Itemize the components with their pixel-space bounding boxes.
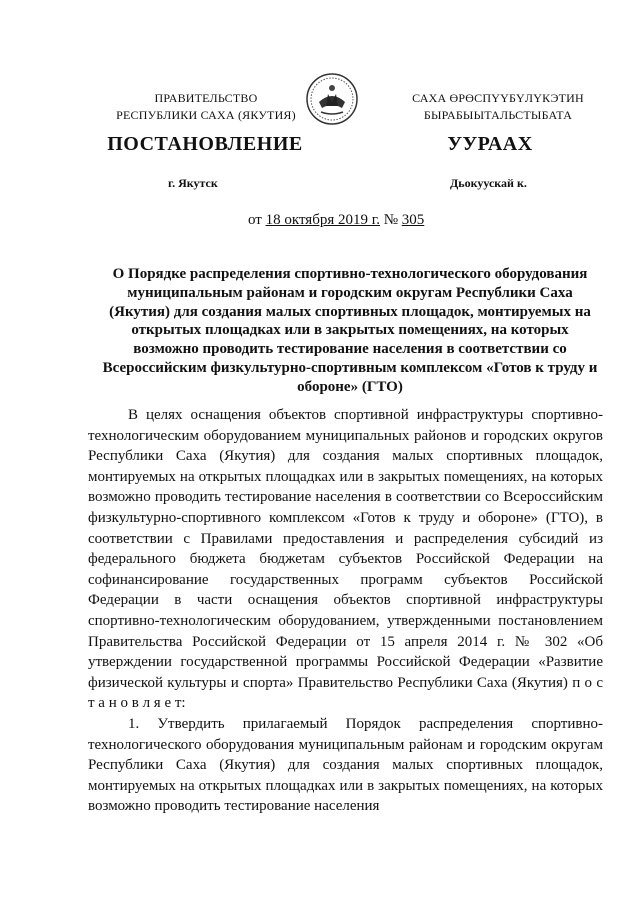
number-prefix: № bbox=[383, 212, 399, 228]
city-ru: г. Якутск bbox=[168, 176, 218, 190]
issuer-right-line2: БЫРАБЫЫТАЛЬСТЫБАТА bbox=[423, 108, 573, 122]
document-type-title-sah: УУРААХ bbox=[447, 133, 533, 155]
city-sah: Дьокуускай к. bbox=[450, 176, 527, 190]
coat-of-arms-icon bbox=[305, 72, 359, 126]
document-dateline bbox=[248, 212, 424, 229]
issuer-left-line1: ПРАВИТЕЛЬСТВО bbox=[154, 91, 258, 105]
issuer-right-line1: САХА ӨРӨСПҮҮБҮЛҮКЭТИН bbox=[412, 91, 584, 105]
document-type-title-ru: ПОСТАНОВЛЕНИЕ bbox=[107, 133, 303, 155]
date-prefix: от bbox=[248, 212, 262, 228]
decree-word: п о с т а н о в л я е т: bbox=[88, 674, 604, 712]
preamble-paragraph bbox=[88, 405, 603, 714]
document-date: 18 октября 2019 г. bbox=[265, 212, 380, 228]
document-body bbox=[88, 405, 603, 817]
issuer-right-block bbox=[378, 90, 618, 124]
document-subject: О Порядке распределения спортивно-технологического оборудования муниципальным районам и городским округам Республики Саха (Якутия) для создания малых спортивных площадок, монтируемых на открытых площадках или в закрытых помещениях, на которых возможно проводить тестирование населения в соответствии со Всероссийским физкультурно-спортивным комплексом «Готов к труду и обороне» (ГТО) bbox=[102, 266, 598, 395]
issuer-left-block bbox=[96, 90, 316, 124]
document-number: 305 bbox=[401, 212, 425, 228]
issuer-left-line2: РЕСПУБЛИКИ САХА (ЯКУТИЯ) bbox=[116, 108, 296, 122]
item-1-paragraph: 1. Утвердить прилагаемый Порядок распределения спортивно-технологического оборудования муниципальным районам и городским округам Республики Саха (Якутия) для создания малых спортивных площадок, монтируемых на открытых площадках или в закрытых помещениях, на которых возможно проводить тестирование населения bbox=[88, 715, 603, 815]
preamble-text: В целях оснащения объектов спортивной инфраструктуры спортивно-технологическим оборудованием муниципальных районов и городских округов Республики Саха (Якутия) для создания малых спортивных площадок, монтируемых на открытых площадках или в закрытых помещениях, на которых возможно проводить тестирование населения в соответствии со Всероссийским физкультурно-спортивного комплексом «Готов к труду и обороне» (ГТО), в соответствии с Правилами предоставления и распределения субсидий из федерального бюджета бюджетам субъектов Российской Федерации на софинансирование государственных программ субъектов Российской Федерации в части оснащения объектов спортивной инфраструктуры спортивно-технологическим оборудованием, утвержденными постановлением Правительства Российской Федерации от 15 апреля 2014 г. № 302 «Об утверждении государственной программы Российской Федерации «Развитие физической культуры и спорта» Правительство Республики Саха (Якутия) bbox=[88, 407, 603, 691]
